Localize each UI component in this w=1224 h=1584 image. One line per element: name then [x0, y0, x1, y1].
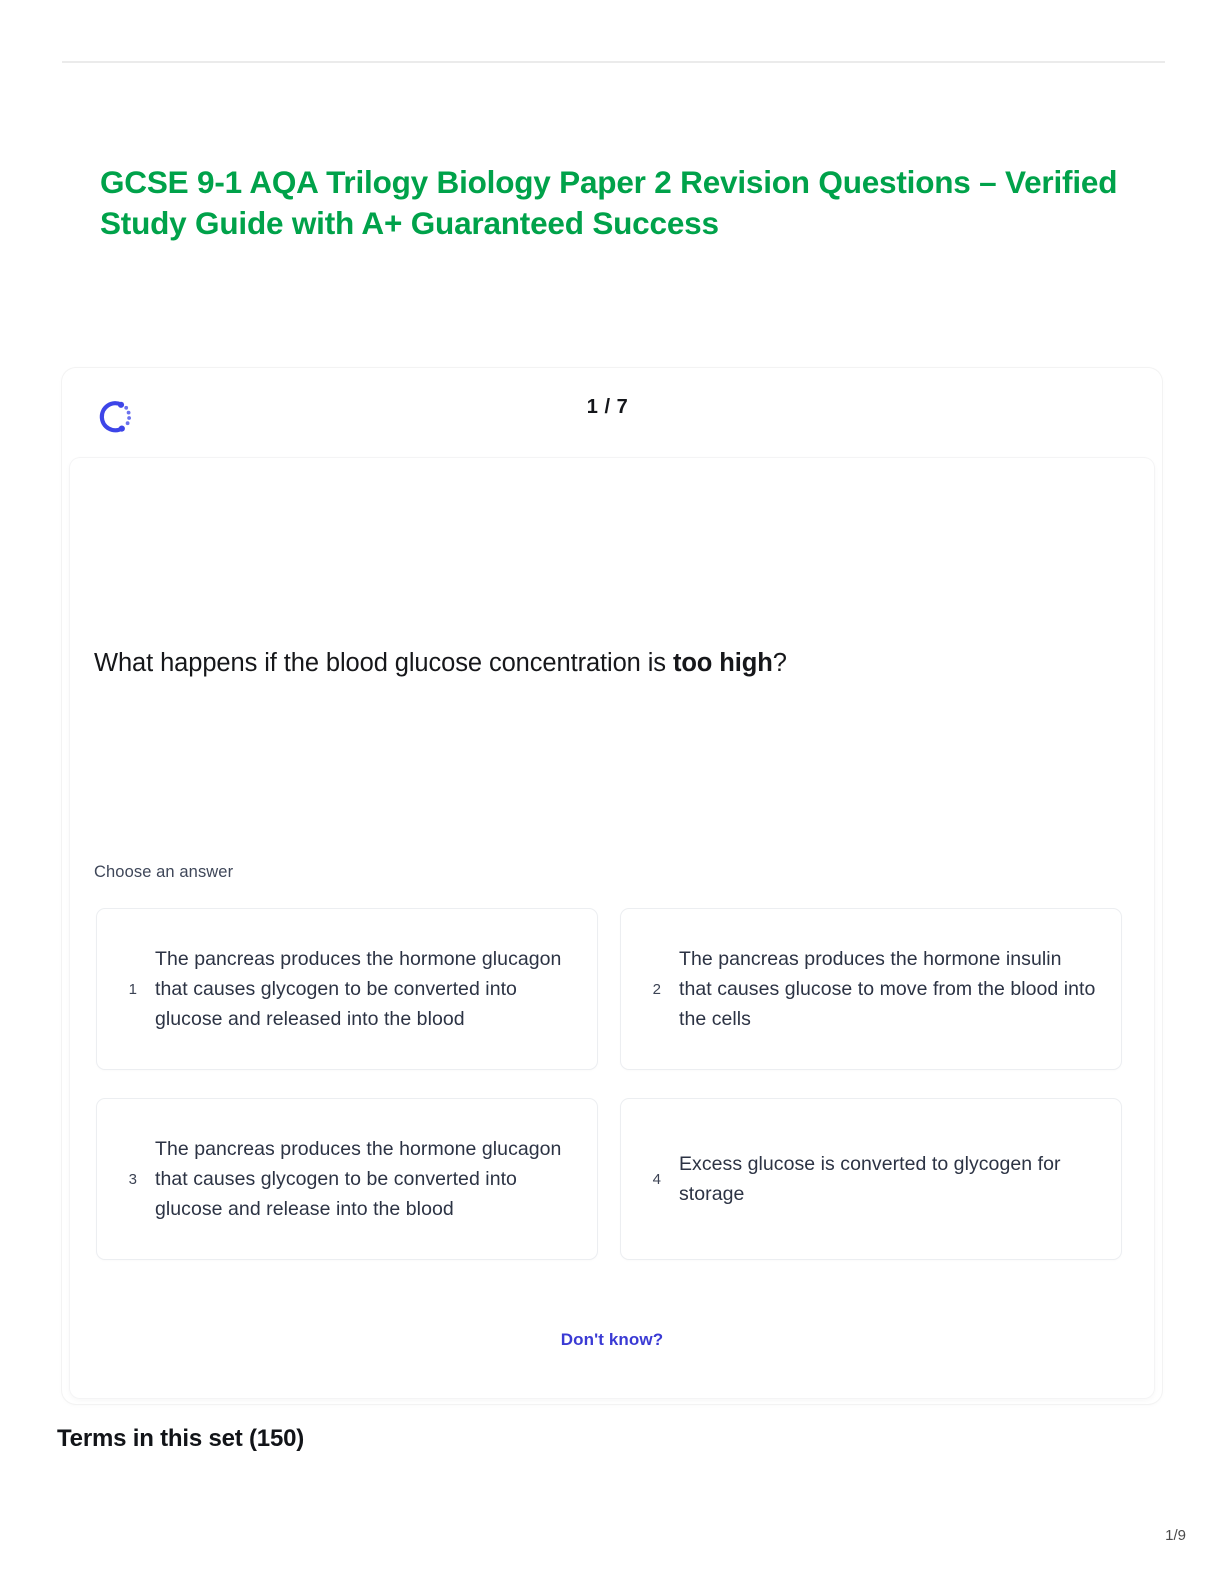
question-prompt-emphasis: too high — [672, 649, 773, 677]
answer-option-3-text: The pancreas produces the hormone glucagon that causes glycogen to be converted into glucose and release into the blood — [155, 1138, 562, 1220]
answer-options-row-2 — [96, 1098, 1122, 1260]
terms-in-set-heading: Terms in this set (150) — [57, 1425, 305, 1452]
question-prompt — [94, 646, 1114, 680]
header-divider — [62, 61, 1165, 63]
answer-option-3[interactable] — [96, 1098, 598, 1260]
page-title: GCSE 9-1 AQA Trilogy Biology Paper 2 Revision Questions – Verified Study Guide with A+ Guaranteed Success — [100, 164, 1118, 241]
answer-option-2-text: The pancreas produces the hormone insulin that causes glucose to move from the blood into the cells — [679, 948, 1096, 1030]
choose-an-answer-label: Choose an answer — [94, 863, 234, 881]
answer-option-2-number: 2 — [652, 980, 662, 998]
question-prompt-prefix: What happens if the blood glucose concentration is — [94, 649, 673, 677]
dont-know-button[interactable]: Don't know? — [560, 1330, 664, 1349]
answer-option-1[interactable] — [96, 908, 598, 1070]
answer-option-4-text: Excess glucose is converted to glycogen for storage — [679, 1153, 1061, 1205]
answer-option-2[interactable] — [620, 908, 1122, 1070]
page-number-footer: 1/9 — [1165, 1527, 1186, 1544]
answer-option-4[interactable] — [620, 1098, 1122, 1260]
question-prompt-suffix: ? — [772, 649, 787, 677]
answer-option-1-number: 1 — [128, 980, 138, 998]
quiz-widget — [62, 368, 1162, 1404]
answer-option-4-number: 4 — [652, 1170, 662, 1188]
answer-option-3-number: 3 — [128, 1170, 138, 1188]
answer-options-row-1 — [96, 908, 1122, 1070]
question-card — [70, 458, 1154, 1398]
question-progress-counter: 1 / 7 — [586, 396, 629, 418]
answer-option-1-text: The pancreas produces the hormone glucagon that causes glycogen to be converted into glucose and released into the blood — [155, 948, 562, 1030]
quiz-header — [62, 368, 1162, 458]
